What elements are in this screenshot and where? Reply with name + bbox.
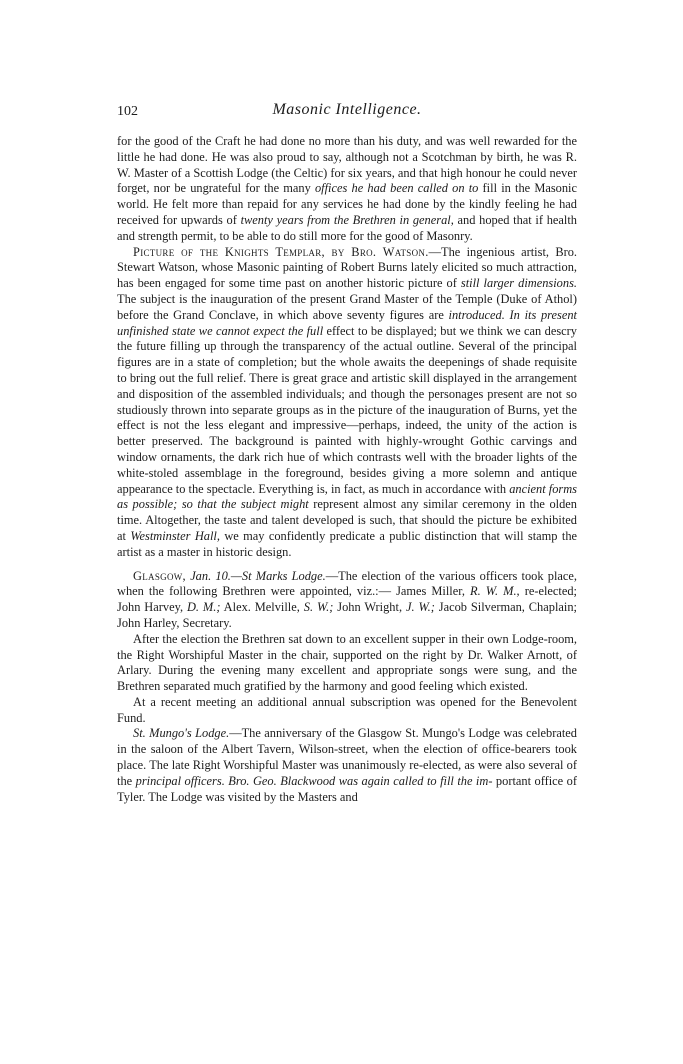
italic-text: Westminster Hall, [130,528,220,543]
text-run: John Wright, [333,600,406,615]
page-header [117,100,577,122]
italic-text: J. W.; [405,600,435,615]
text-run: and hoped that if health and strength permit, to be able to do still more for the good of Masonry. [117,212,577,243]
text-run: effect to be displayed; but we think we can descry the future filling up through the transparency of the actual outline. Several of the principal figures are in a state of completion; but the whole awaits the deepenings of shade requisite to bring out the full relief. There is great grace and artistic skill displayed in the arrangement and disposition of the assembled individuals; and though the personages present are not so studiously thrown into separate groups as in the picture of the inauguration of Burns, yet the effect is not the less elegant and impressive—perhaps, indeed, the unity of the action is better preserved. The background is painted with highly-wrought Gothic carvings and window ornaments, the dark rich hue of which contrasts well with the broader lights of the white-stoled assemblage in the foreground, besides giving a more solemn and antique appearance to the spectacle. Everything is, in fact, as much in accordance with [117,323,577,496]
text-run: —The election of the various officers took place, when the following Brethren were appointed, viz.:— James Miller, [117,568,577,599]
book-page [117,100,577,805]
text-run: we may confidently predicate a public distinction that will stamp the artist as a master in historic design. [117,528,578,559]
italic-text: ancient forms as possible; so that the subject might [117,481,578,512]
page-number: 102 [117,104,138,119]
paragraph [117,632,577,695]
paragraph [117,134,577,245]
paragraph [117,569,577,632]
text-run: Alex. Melville, [220,600,304,615]
italic-text: still larger dimensions. [460,276,577,291]
section-heading: Glasgow, [133,568,186,583]
italic-text: R. W. M., [470,584,520,599]
text-run: Jacob Silverman, Chaplain; John Harley, Secretary. [117,600,577,630]
italic-text: principal officers. Bro. Geo. Blackwood was again called to fill the im- [135,773,493,788]
italic-text: St. Mungo's Lodge. [133,726,230,741]
italic-text: S. W.; [303,600,334,615]
text-run: portant office of Tyler. The Lodge was visited by the Masters and [117,773,577,804]
italic-text: offices he had been called on to [314,181,479,196]
italic-text: Jan. 10.—St Marks Lodge. [190,568,326,583]
italic-text: D. M.; [186,600,221,615]
italic-text: twenty years from the Brethren in general, [240,212,454,227]
text-run: represent almost any similar ceremony in the olden time. Altogether, the taste and talent developed is such, that should the picture be exhibited at [117,497,577,543]
text-run: fill in the Masonic world. He felt more than repaid for any services he had done by the kindly feeling he had received for upwards of [117,181,577,227]
text-run: re-elected; John Harvey, [117,584,577,615]
italic-text: introduced. In its present unfinished state we cannot expect the full [117,307,577,338]
text-run: —The ingenious artist, Bro. Stewart Watson, whose Masonic painting of Robert Burns lately elicited so much attraction, has been engaged for some time past on another historic picture of [117,244,578,291]
paragraph [117,695,577,727]
text-run: At a recent meeting an additional annual subscription was opened for the Benevolent Fund. [117,694,577,725]
running-title: Masonic Intelligence. [272,101,422,118]
text-run: The subject is the inauguration of the present Grand Master of the Temple (Duke of Athol) before the Grand Conclave, in which above seventy figures are [117,291,577,322]
paragraph [117,245,577,561]
text-run: —The anniversary of the Glasgow St. Mungo's Lodge was celebrated in the saloon of the Albert Tavern, Wilson-street, when the election of office-bearers took place. The late Right Worshipful Master was unanimously re-elected, as were also several of the [117,726,577,788]
section-heading: Picture of the Knights Templar, by Bro. Watson. [133,244,429,259]
paragraph [117,726,577,805]
text-run: After the election the Brethren sat down to an excellent supper in their own Lodge-room, the Right Worshipful Master in the chair, supported on the right by Dr. Walker Arnott, of Arlary. During the evening many excellent and appropriate songs were sung, and the Brethren separated much gratified by the harmony and good feeling which existed. [117,631,577,694]
text-run: for the good of the Craft he had done no more than his duty, and was well rewarded for the little he had done. He was also proud to say, although not a Scotchman by birth, he was R. W. Master of a Scottish Lodge (the Celtic) for six years, and that high honour he could never forget, nor be ungrateful for the many [117,134,577,196]
